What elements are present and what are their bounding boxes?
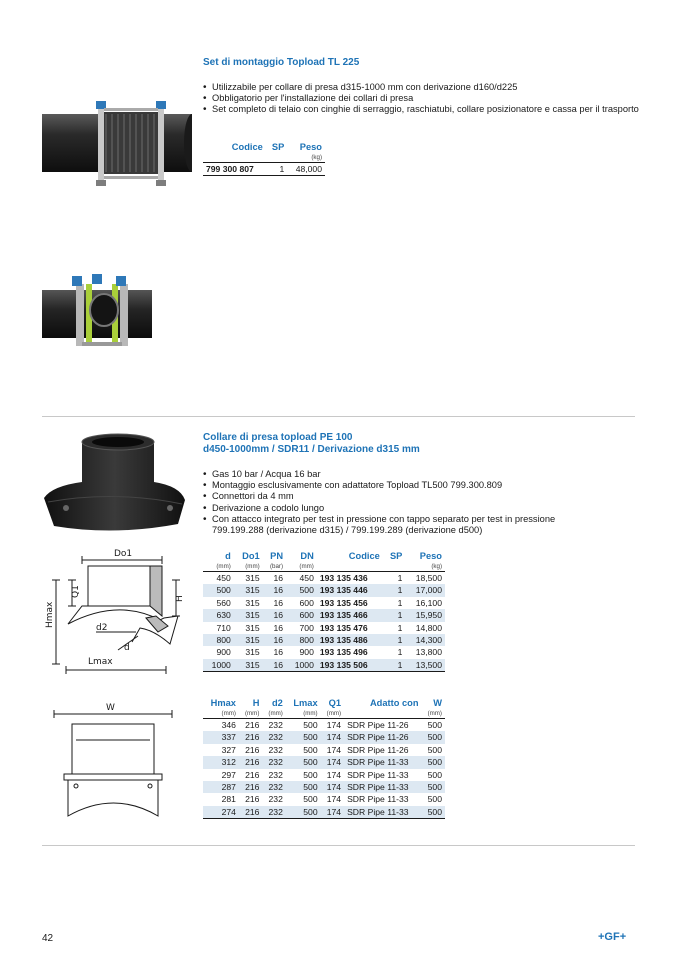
- col-header-adatto-con: Adatto con: [369, 698, 419, 708]
- cell-d2: 232: [268, 744, 283, 755]
- cell-q1: 174: [326, 794, 342, 805]
- cell-peso: 17,000: [405, 584, 445, 596]
- cell-q1: 174: [321, 731, 344, 743]
- cell-sp: 1: [383, 609, 406, 621]
- cell-h: 216: [245, 720, 260, 730]
- cell-d2: 232: [268, 720, 283, 730]
- col-header-peso: Peso: [299, 142, 322, 152]
- unit-cell: (mm): [286, 562, 317, 572]
- cell-w: 500: [422, 756, 445, 768]
- table-row: [203, 584, 445, 596]
- cell-codice: 193 135 436: [319, 573, 368, 583]
- bullet-item: • Obbligatorio per l'installazione dei collari di presa: [203, 93, 643, 104]
- section1-bullet-list: [203, 82, 643, 116]
- bullet-item: • Montaggio esclusivamente con adattatore Topload TL500 799.300.809: [203, 480, 588, 491]
- section-divider: [42, 416, 635, 417]
- unit-cell: (bar): [263, 562, 286, 572]
- table-row: [203, 769, 445, 781]
- cell-peso: 15,950: [405, 609, 445, 621]
- cell-pn: 16: [263, 659, 286, 672]
- cell-codice: 799 300 807: [203, 163, 266, 176]
- cell-peso: 18,500: [415, 573, 442, 583]
- bullet-item: • Gas 10 bar / Acqua 16 bar: [203, 469, 588, 480]
- col-header-d: d: [225, 551, 231, 561]
- page-number: 42: [42, 933, 54, 944]
- cell-lmax: 500: [286, 781, 321, 793]
- cell-h: 216: [239, 781, 262, 793]
- table-row: [203, 781, 445, 793]
- col-header-lmax: Lmax: [293, 698, 318, 708]
- drawing-label-hmax: Hmax: [45, 601, 55, 628]
- table-row: [203, 634, 445, 646]
- cell-lmax: 500: [303, 794, 318, 805]
- cell-adatto-con: SDR Pipe 11-26: [347, 744, 409, 755]
- cell-dn: 600: [286, 609, 317, 621]
- cell-lmax: 500: [286, 756, 321, 768]
- cell-do1: 315: [245, 597, 260, 608]
- cell-adatto-con: SDR Pipe 11-33: [344, 756, 421, 768]
- cell-peso: 13,500: [405, 659, 445, 672]
- bullet-item: • Utilizzabile per collare di presa d315-1000 mm con derivazione d160/d225: [203, 82, 643, 93]
- section2-table1: [203, 550, 445, 672]
- gf-logo: +GF+: [598, 931, 627, 943]
- cell-sp: 1: [397, 622, 403, 633]
- cell-do1: 315: [234, 634, 263, 646]
- cell-do1: 315: [245, 622, 260, 633]
- cell-pn: 16: [263, 584, 286, 596]
- cell-sp: 1: [266, 163, 287, 176]
- cell-h: 216: [239, 806, 262, 819]
- col-header-pn: PN: [270, 551, 284, 561]
- section2-title-line1: Collare di presa topload PE 100: [203, 432, 353, 443]
- unit-cell: (kg): [287, 153, 325, 163]
- cell-h: 216: [245, 794, 260, 805]
- cell-d: 560: [216, 597, 231, 608]
- technical-drawing-side: [42, 546, 187, 676]
- cell-lmax: 500: [303, 744, 318, 755]
- table-row: [203, 609, 445, 621]
- table-row: [203, 719, 445, 732]
- col-header-w: W: [433, 698, 442, 708]
- cell-w: 500: [427, 769, 442, 780]
- cell-sp: 1: [383, 584, 406, 596]
- unit-cell: [383, 562, 406, 572]
- cell-adatto-con: SDR Pipe 11-33: [344, 806, 421, 819]
- cell-codice: 193 135 456: [319, 597, 368, 608]
- section2-title: [203, 432, 420, 456]
- drawing-label-lmax: Lmax: [88, 657, 113, 667]
- cell-lmax: 500: [286, 731, 321, 743]
- unit-cell: [203, 153, 266, 163]
- cell-q1: 174: [326, 744, 342, 755]
- section2-title-line2: d450-1000mm / SDR11 / Derivazione d315 mm: [203, 444, 420, 455]
- bullet-item: • Connettori da 4 mm: [203, 491, 588, 502]
- unit-cell: [344, 709, 421, 719]
- cell-q1: 174: [326, 720, 342, 730]
- table-row: [203, 731, 445, 743]
- col-header-codice: Codice: [348, 551, 380, 561]
- cell-sp: 1: [397, 597, 403, 608]
- cell-hmax: 312: [203, 756, 239, 768]
- cell-hmax: 281: [221, 794, 236, 805]
- cell-w: 500: [422, 781, 445, 793]
- col-header-codice: Codice: [231, 142, 263, 152]
- col-header-sp: SP: [389, 551, 403, 561]
- table-row: [203, 744, 445, 756]
- col-header-dn: DN: [300, 551, 314, 561]
- cell-codice: 193 135 466: [317, 609, 383, 621]
- cell-h: 216: [239, 731, 262, 743]
- cell-d: 630: [203, 609, 234, 621]
- table-row: [203, 793, 445, 805]
- cell-do1: 315: [245, 647, 260, 658]
- cell-w: 500: [422, 806, 445, 819]
- cell-d: 500: [203, 584, 234, 596]
- cell-peso: 14,300: [405, 634, 445, 646]
- unit-cell: (mm): [203, 709, 239, 719]
- cell-w: 500: [422, 731, 445, 743]
- table-row: [203, 806, 445, 819]
- cell-q1: 174: [321, 756, 344, 768]
- cell-dn: 800: [286, 634, 317, 646]
- drawing-label-q1: Q1: [71, 585, 81, 598]
- cell-dn: 600: [299, 597, 314, 608]
- unit-cell: (mm): [422, 709, 445, 719]
- cell-d: 710: [216, 622, 231, 633]
- cell-hmax: 346: [221, 720, 236, 730]
- col-header-do1: Do1: [242, 551, 260, 561]
- drawing-label-do1: Do1: [114, 549, 133, 559]
- cell-sp: 1: [397, 647, 403, 658]
- cell-dn: 500: [286, 584, 317, 596]
- cell-d2: 232: [262, 781, 285, 793]
- cell-codice: 193 135 486: [317, 634, 383, 646]
- collar-product-photo: [42, 428, 187, 540]
- cell-codice: 193 135 476: [319, 622, 368, 633]
- cell-d2: 232: [268, 769, 283, 780]
- unit-cell: (mm): [203, 562, 234, 572]
- cell-lmax: 500: [303, 720, 318, 730]
- cell-codice: 193 135 506: [317, 659, 383, 672]
- section1-table: [203, 141, 325, 176]
- cell-do1: 315: [234, 584, 263, 596]
- table-row: [203, 597, 445, 609]
- cell-pn: 16: [273, 622, 284, 633]
- cell-d: 1000: [203, 659, 234, 672]
- col-header-h: H: [252, 698, 260, 708]
- cell-d2: 232: [268, 794, 283, 805]
- cell-d2: 232: [262, 806, 285, 819]
- cell-peso: 14,800: [415, 622, 442, 633]
- cell-peso: 16,100: [415, 597, 442, 608]
- table-row: [203, 622, 445, 634]
- cell-d: 450: [216, 573, 231, 583]
- cell-hmax: 287: [203, 781, 239, 793]
- cell-lmax: 500: [303, 769, 318, 780]
- col-header-hmax: Hmax: [210, 698, 236, 708]
- cell-do1: 315: [245, 573, 260, 583]
- cell-codice: 193 135 446: [317, 584, 383, 596]
- unit-cell: (mm): [262, 709, 285, 719]
- cell-adatto-con: SDR Pipe 11-26: [347, 720, 409, 730]
- cell-adatto-con: SDR Pipe 11-33: [347, 794, 409, 805]
- col-header-q1: Q1: [328, 698, 342, 708]
- cell-pn: 16: [273, 573, 284, 583]
- technical-drawing-front: [42, 700, 187, 820]
- unit-cell: (mm): [234, 562, 263, 572]
- cell-hmax: 337: [203, 731, 239, 743]
- cell-dn: 450: [299, 573, 314, 583]
- cell-d2: 232: [262, 756, 285, 768]
- cell-pn: 16: [263, 609, 286, 621]
- section-divider: [42, 845, 635, 846]
- table-row: [203, 163, 325, 176]
- cell-q1: 174: [326, 769, 342, 780]
- unit-cell: (mm): [239, 709, 262, 719]
- table-row: [203, 659, 445, 672]
- cell-hmax: 327: [221, 744, 236, 755]
- table-row: [203, 756, 445, 768]
- cell-do1: 315: [234, 659, 263, 672]
- cell-pn: 16: [273, 647, 284, 658]
- table-row: [203, 572, 445, 585]
- section1-title: Set di montaggio Topload TL 225: [203, 57, 360, 68]
- cell-d: 900: [216, 647, 231, 658]
- table-row: [203, 646, 445, 658]
- unit-cell: (kg): [405, 562, 445, 572]
- cell-sp: 1: [397, 573, 403, 583]
- cell-dn: 700: [299, 622, 314, 633]
- cell-pn: 16: [273, 597, 284, 608]
- cell-hmax: 297: [221, 769, 236, 780]
- col-header-d2: d2: [272, 698, 283, 708]
- cell-sp: 1: [383, 634, 406, 646]
- section2-bullet-list: [203, 469, 588, 536]
- drawing-label-d2: d2: [96, 623, 108, 633]
- cell-adatto-con: SDR Pipe 11-33: [347, 769, 409, 780]
- unit-cell: (mm): [321, 709, 344, 719]
- section2-table2: [203, 697, 445, 819]
- drawing-label-h: H: [175, 595, 185, 602]
- cell-adatto-con: SDR Pipe 11-33: [344, 781, 421, 793]
- cell-d2: 232: [262, 731, 285, 743]
- cell-peso: 48,000: [287, 163, 325, 176]
- cell-dn: 900: [299, 647, 314, 658]
- col-header-peso: Peso: [419, 551, 442, 561]
- drawing-label-d: d: [124, 643, 130, 653]
- cell-h: 216: [245, 744, 260, 755]
- unit-cell: [266, 153, 287, 163]
- cell-dn: 1000: [286, 659, 317, 672]
- cell-adatto-con: SDR Pipe 11-26: [344, 731, 421, 743]
- collar-positioner-photo: [42, 268, 152, 356]
- cell-codice: 193 135 496: [319, 647, 368, 658]
- bullet-item: • Con attacco integrato per test in pressione con tappo separato per test in pressione 799.199.288 (derivazione d315) / 799.199.289 (derivazione d500): [203, 514, 588, 536]
- cell-h: 216: [239, 756, 262, 768]
- cell-w: 500: [427, 744, 442, 755]
- cell-do1: 315: [234, 609, 263, 621]
- cell-q1: 174: [321, 781, 344, 793]
- bullet-item: • Set completo di telaio con cinghie di serraggio, raschiatubi, collare posizionatore e cassa per il trasporto: [203, 104, 643, 115]
- cell-q1: 174: [321, 806, 344, 819]
- drawing-label-w: W: [106, 703, 115, 713]
- cell-hmax: 274: [203, 806, 239, 819]
- cell-pn: 16: [263, 634, 286, 646]
- cell-h: 216: [245, 769, 260, 780]
- cell-w: 500: [427, 794, 442, 805]
- unit-cell: (mm): [286, 709, 321, 719]
- cell-d: 800: [203, 634, 234, 646]
- tl225-product-photo: [42, 92, 192, 207]
- bullet-item: • Derivazione a codolo lungo: [203, 503, 588, 514]
- cell-lmax: 500: [286, 806, 321, 819]
- cell-w: 500: [427, 720, 442, 730]
- col-header-sp: SP: [271, 142, 285, 152]
- cell-peso: 13,800: [415, 647, 442, 658]
- unit-cell: [317, 562, 383, 572]
- cell-sp: 1: [383, 659, 406, 672]
